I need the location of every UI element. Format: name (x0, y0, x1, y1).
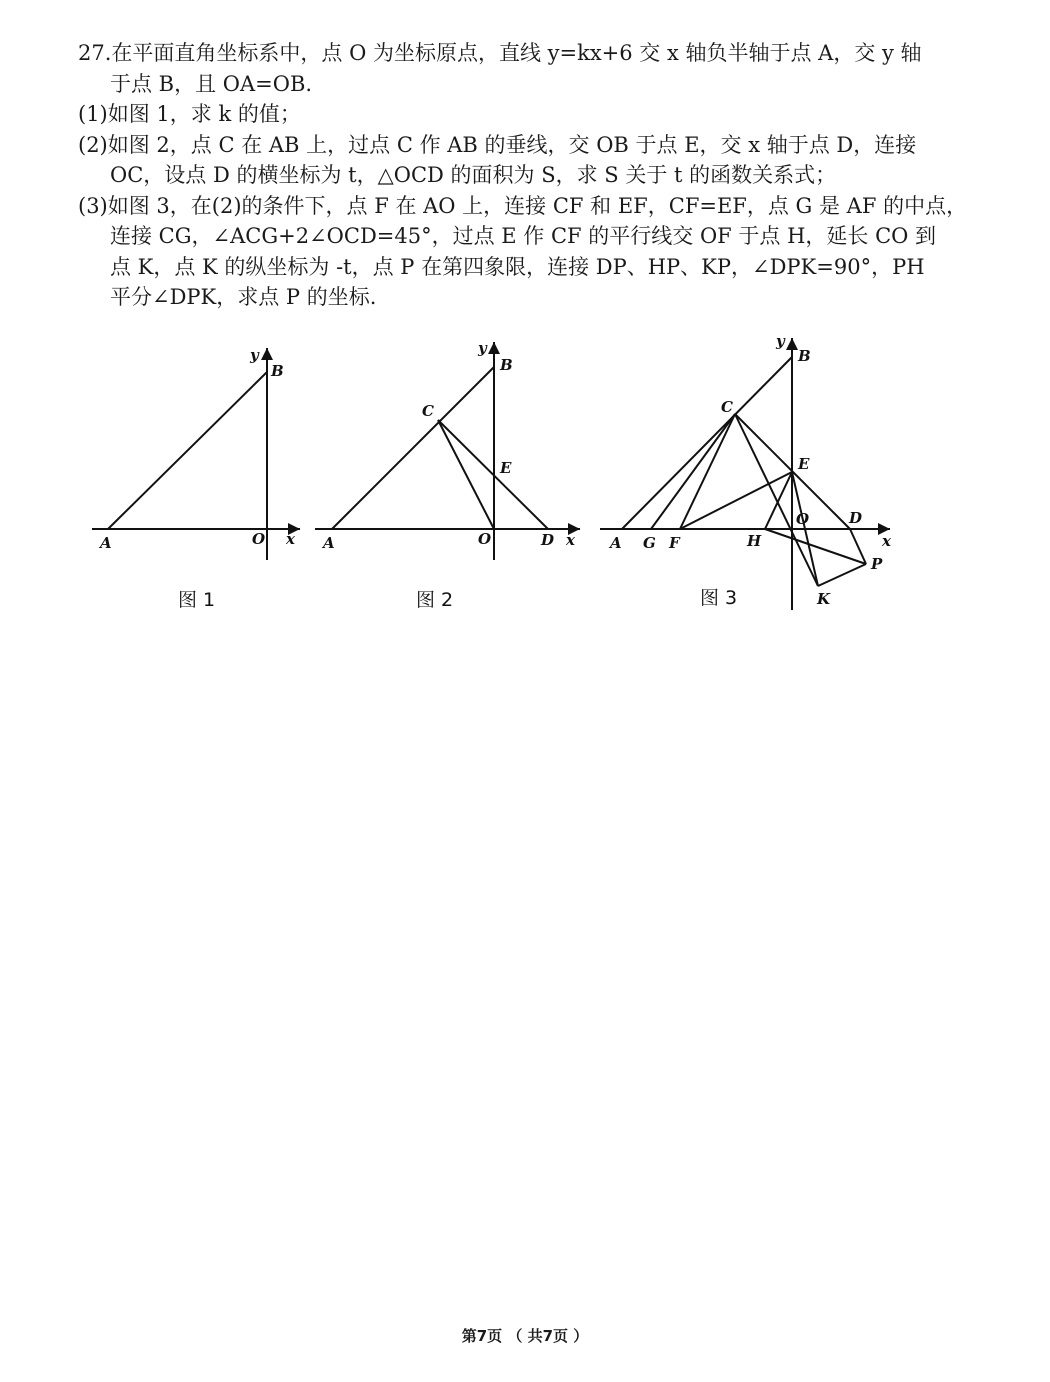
fig1-label-y: y (250, 346, 259, 364)
fig3-label-k: K (817, 590, 831, 608)
fig3-label-h: H (747, 532, 762, 550)
problem-part3-line3: 点 K，点 K 的纵坐标为 -t，点 P 在第四象限，连接 DP、HP、KP，∠DPK=90°，PH (110, 254, 925, 279)
fig2-label-x: x (566, 531, 575, 549)
figure-2 (315, 342, 580, 560)
fig2-label-o: O (478, 530, 492, 548)
problem-part1: (1)如图 1，求 k 的值； (78, 102, 301, 126)
problem-part3-line4: 平分∠DPK，求点 P 的坐标. (110, 285, 377, 309)
problem-part2-line2: OC，设点 D 的横坐标为 t，△OCD 的面积为 S，求 S 关于 t 的函数关系式； (110, 163, 837, 187)
figures-area (0, 320, 1050, 620)
fig3-line-ck (735, 414, 818, 586)
problem-intro-line2: 于点 B，且 OA=OB. (110, 71, 313, 96)
problem-text (78, 38, 978, 313)
fig2-label-b: B (500, 356, 513, 374)
fig3-label-e: E (798, 455, 810, 473)
fig2-caption: 图 2 (416, 589, 454, 611)
fig1-label-b: B (271, 362, 284, 380)
figures-svg (0, 320, 1050, 620)
fig2-label-a: A (323, 534, 335, 552)
fig1-line-ab (108, 372, 267, 529)
fig3-line-eh (765, 472, 792, 529)
fig2-label-e: E (500, 459, 512, 477)
fig2-line-ab (332, 367, 494, 529)
fig3-label-f: F (669, 534, 680, 552)
fig2-label-y: y (478, 339, 487, 357)
fig3-label-a: A (610, 534, 622, 552)
fig3-label-c: C (721, 398, 733, 416)
figure-3 (600, 338, 890, 610)
fig2-label-d: D (541, 531, 555, 549)
fig2-line-oc (438, 420, 494, 529)
fig3-line-cg (651, 414, 735, 529)
fig3-label-y: y (776, 332, 785, 350)
page-footer: 第7页 （ 共7页 ） (461, 1327, 589, 1345)
fig3-label-o: O (796, 510, 810, 528)
fig1-caption: 图 1 (178, 589, 216, 611)
fig3-label-b: B (798, 347, 811, 365)
fig2-label-c: C (422, 402, 434, 420)
fig3-label-p: P (871, 555, 883, 573)
fig3-line-hp (765, 529, 866, 564)
fig3-label-d: D (849, 509, 863, 527)
fig3-line-cf (680, 414, 735, 529)
fig3-caption: 图 3 (700, 587, 738, 609)
problem-intro-line1: 27.在平面直角坐标系中，点 O 为坐标原点，直线 y=kx+6 交 x 轴负半轴于点 A，交 y 轴 (78, 41, 922, 65)
problem-part3-line2: 连接 CG，∠ACG+2∠OCD=45°，过点 E 作 CF 的平行线交 OF 于点 H，延长 CO 到 (110, 224, 937, 248)
fig1-label-a: A (100, 534, 112, 552)
fig1-label-o: O (252, 530, 266, 548)
fig3-line-ef (680, 472, 792, 529)
fig3-line-ab (622, 357, 792, 529)
fig3-label-x: x (882, 532, 891, 550)
figure-1 (92, 348, 300, 560)
fig3-line-kp (818, 564, 866, 586)
fig1-label-x: x (286, 530, 295, 548)
fig3-label-g: G (643, 534, 656, 552)
problem-part2-line1: (2)如图 2，点 C 在 AB 上，过点 C 作 AB 的垂线，交 OB 于点 E，交 x 轴于点 D，连接 (78, 132, 917, 157)
problem-part3-line1: (3)如图 3，在(2)的条件下，点 F 在 AO 上，连接 CF 和 EF，CF=EF，点 G 是 AF 的中点， (78, 193, 968, 218)
